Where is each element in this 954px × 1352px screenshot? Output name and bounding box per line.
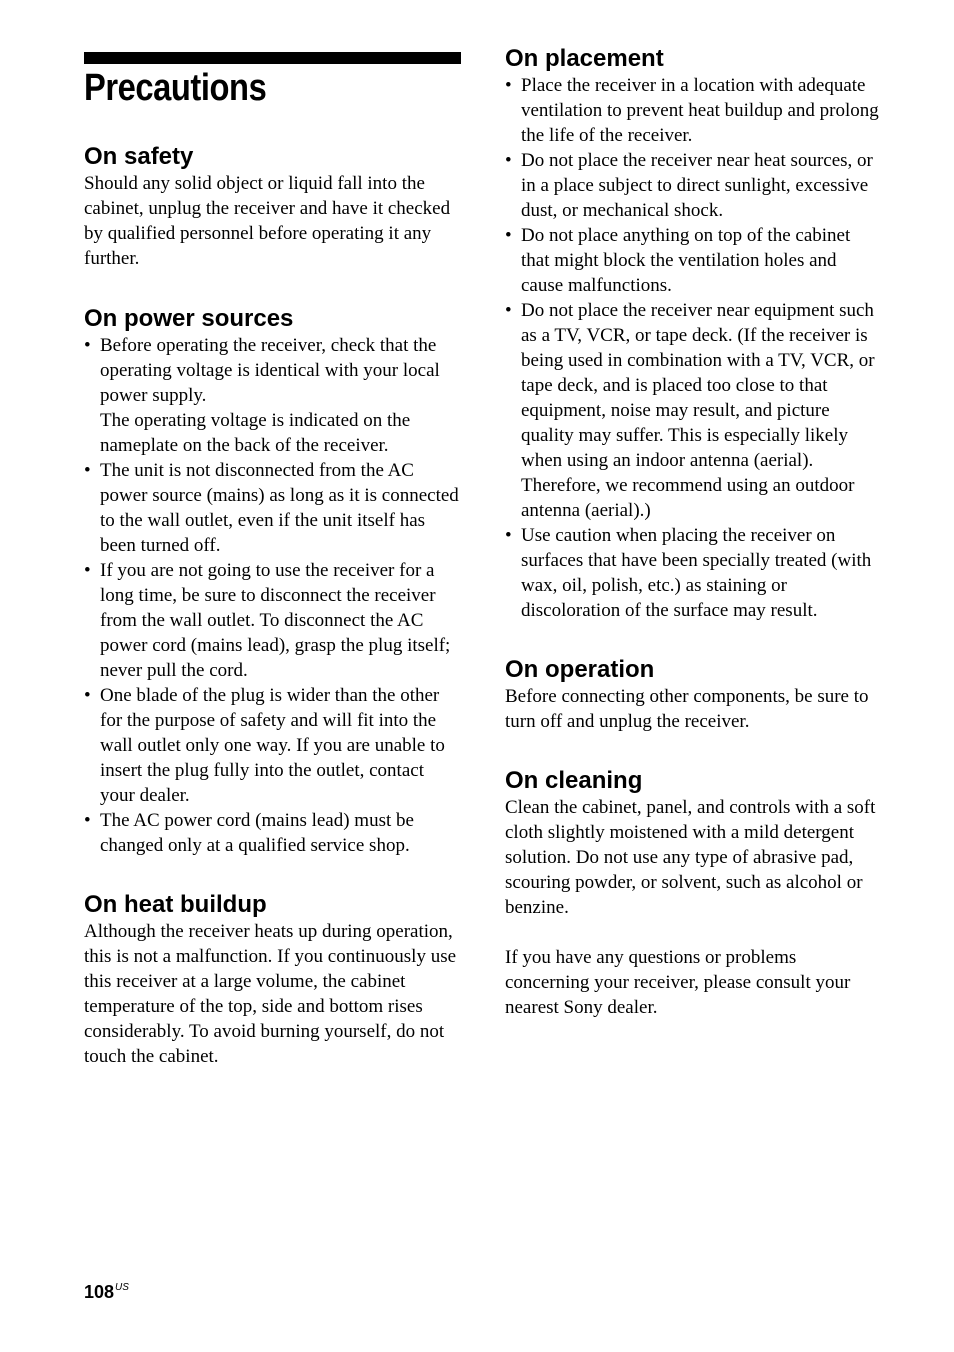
section-body: Although the receiver heats up during operation, this is not a malfunction. If you continuously use this receiver at a large volume, the cabinet temperature of the top, side and bottom rises considerably. To avoid burning yourself, do not touch the cabinet.: [84, 921, 457, 1067]
bullet-icon: •: [505, 300, 512, 321]
bullet-list: [84, 333, 461, 858]
list-item: • One blade of the plug is wider than the other for the purpose of safety and will fit into the wall outlet only one way. If you are unable to insert the plug fully into the outlet, contact your dealer.: [84, 685, 445, 806]
section-heading: On operation: [505, 656, 655, 683]
bullet-icon: •: [84, 460, 91, 481]
list-item: • The AC power cord (mains lead) must be changed only at a qualified service shop.: [84, 810, 414, 856]
section-heading: On cleaning: [505, 767, 643, 794]
section-body: Before connecting other components, be sure to turn off and unplug the receiver.: [505, 686, 869, 732]
title-rule: [84, 52, 461, 64]
bullet-icon: •: [84, 810, 91, 831]
list-item: • The unit is not disconnected from the AC power source (mains) as long as it is connected to the wall outlet, even if the unit itself has been turned off.: [84, 460, 459, 556]
list-item: • If you are not going to use the receiver for a long time, be sure to disconnect the receiver from the wall outlet. To disconnect the AC power cord (mains lead), grasp the plug itself; never pull the cord.: [84, 560, 451, 681]
bullet-icon: •: [84, 560, 91, 581]
page-title: Precautions: [84, 67, 267, 109]
section-on-safety: [84, 143, 461, 271]
bullet-icon: •: [505, 75, 512, 96]
section-on-operation: [505, 656, 883, 734]
section-heading: On power sources: [84, 305, 294, 332]
bullet-icon: •: [505, 525, 512, 546]
section-body: Should any solid object or liquid fall into the cabinet, unplug the receiver and have it checked by qualified personnel before operating it any further.: [84, 173, 451, 269]
list-item: • Do not place the receiver near equipment such as a TV, VCR, or tape deck. (If the receiver is being used in combination with a TV, VCR, or tape deck, and is placed too close to that equipment, noise may result, and picture quality may suffer. This is especially likely when using an indoor antenna (aerial). Therefore, we recommend using an outdoor antenna (aerial).): [505, 300, 875, 521]
section-body: Clean the cabinet, panel, and controls with a soft cloth slightly moistened with a mild detergent solution. Do not use any type of abrasive pad, scouring powder, or solvent, such as alcohol or benzine.: [505, 797, 876, 918]
list-item: • Before operating the receiver, check that the operating voltage is identical with your local power supply. The operating voltage is indicated on the nameplate on the back of the receiver.: [84, 333, 461, 458]
list-item: • Use caution when placing the receiver on surfaces that have been specially treated (with wax, oil, polish, etc.) as staining or discoloration of the surface may result.: [505, 525, 872, 621]
list-item: • Place the receiver in a location with adequate ventilation to prevent heat buildup and prolong the life of the receiver.: [505, 75, 879, 146]
list-item: • Do not place anything on top of the cabinet that might block the ventilation holes and cause malfunctions.: [505, 225, 851, 296]
page-number-value: 108: [84, 1282, 115, 1302]
bullet-icon: •: [505, 225, 512, 246]
section-on-power-sources: [84, 305, 461, 858]
list-item: • Do not place the receiver near heat sources, or in a place subject to direct sunlight, excessive dust, or mechanical shock.: [505, 150, 873, 221]
closing-note: If you have any questions or problems concerning your receiver, please consult your nearest Sony dealer.: [505, 947, 851, 1018]
section-on-heat-buildup: [84, 891, 461, 1069]
section-heading: On heat buildup: [84, 891, 267, 918]
bullet-icon: •: [84, 685, 91, 706]
region-code: US: [115, 1282, 129, 1293]
list-item-note: The operating voltage is indicated on the nameplate on the back of the receiver.: [100, 410, 411, 456]
bullet-icon: •: [84, 335, 91, 356]
section-heading: On placement: [505, 45, 664, 72]
page-number: [84, 1282, 129, 1303]
section-heading: On safety: [84, 143, 194, 170]
bullet-list: [505, 73, 883, 623]
section-on-placement: [505, 45, 883, 623]
section-on-cleaning: [505, 767, 883, 1020]
bullet-icon: •: [505, 150, 512, 171]
